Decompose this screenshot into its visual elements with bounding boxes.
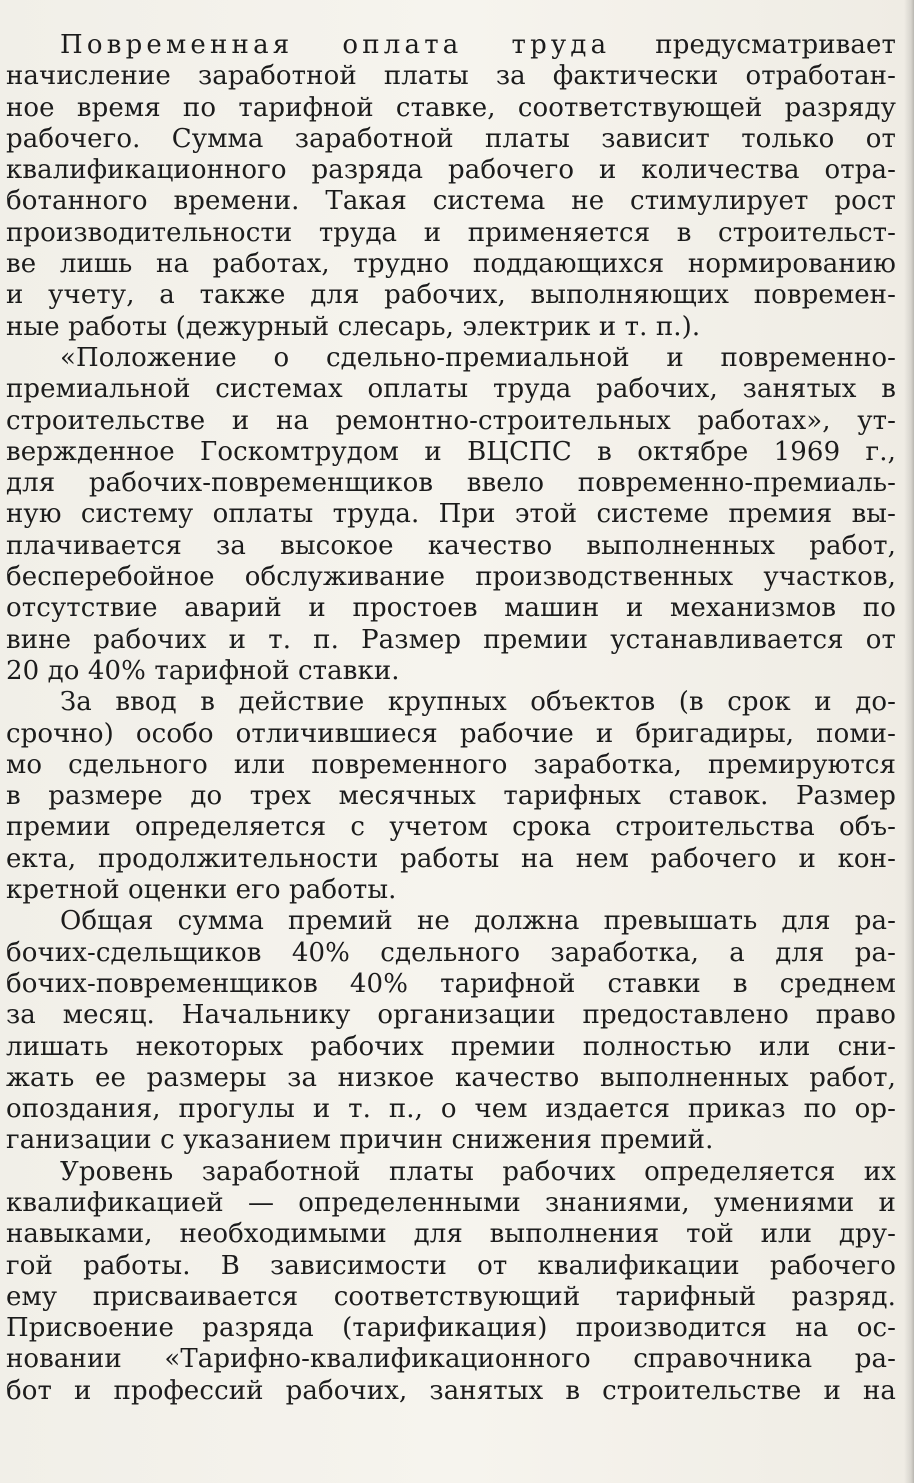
text-line: Присвоение разряда (тарификация) производится на ос- xyxy=(6,1313,896,1344)
paragraph-5-first-line: Уровень заработной платы рабочих определяется их xyxy=(60,1156,896,1187)
text-line: вине рабочих и т. п. Размер премии устанавливается от xyxy=(6,624,896,655)
text-line: плачивается за высокое качество выполненных работ, xyxy=(6,530,896,561)
text-line: срочно) особо отличившиеся рабочие и бригадиры, поми- xyxy=(6,718,896,749)
text-line: квалификацией — определенными знаниями, умениями и xyxy=(6,1187,896,1218)
text-line: производительности труда и применяется в строительст- xyxy=(6,217,896,248)
text-line: для рабочих-повременщиков ввело повременно-премиаль- xyxy=(6,468,896,499)
text-line: новании «Тарифно-квалификационного справочника ра- xyxy=(6,1344,896,1375)
text-line: бесперебойное обслуживание производственных участков, xyxy=(6,562,896,593)
text-line: начисление заработной платы за фактически отработан- xyxy=(6,61,896,92)
text-line: бочих-сдельщиков 40% сдельного заработка, а для ра- xyxy=(6,937,896,968)
text-line: ное время по тарифной ставке, соответствующей разряду xyxy=(6,92,896,123)
text-line: бочих-повременщиков 40% тарифной ставки в среднем xyxy=(6,968,896,999)
text-line: премии определяется с учетом срока строительства объ- xyxy=(6,812,896,843)
paragraph-4-first-line: Общая сумма премий не должна превышать для ра- xyxy=(60,906,896,937)
text-line: опоздания, прогулы и т. п., о чем издается приказ по ор- xyxy=(6,1094,896,1125)
text-line: навыками, необходимыми для выполнения той или дру- xyxy=(6,1219,896,1250)
text-line: вержденное Госкомтрудом и ВЦСПС в октябре 1969 г., xyxy=(6,436,896,467)
text-line: за месяц. Начальнику организации предоставлено право xyxy=(6,1000,896,1031)
text-line: ве лишь на работах, трудно поддающихся нормированию xyxy=(6,249,896,280)
spaced-emphasis-term: Повременная оплата труда xyxy=(60,30,611,60)
text-line: ные работы (дежурный слесарь, электрик и т. п.). xyxy=(6,311,701,342)
text-line: 20 до 40% тарифной ставки. xyxy=(6,655,400,686)
text-line: жать ее размеры за низкое качество выполненных работ, xyxy=(6,1062,896,1093)
text-line: ную систему оплаты труда. При этой системе премия вы- xyxy=(6,499,896,530)
text-line: лишать некоторых рабочих премии полностью или сни- xyxy=(6,1031,896,1062)
text-line: отсутствие аварий и простоев машин и механизмов по xyxy=(6,593,896,624)
text-line: екта, продолжительности работы на нем рабочего и кон- xyxy=(6,843,896,874)
paragraph-1-line-1 xyxy=(6,30,896,61)
text-line: ему присваивается соответствующий тарифный разряд. xyxy=(6,1281,896,1312)
paragraph-3-first-line: За ввод в действие крупных объектов (в срок и до- xyxy=(60,687,896,718)
text-line: в размере до трех месячных тарифных ставок. Размер xyxy=(6,781,896,812)
text-line: и учету, а также для рабочих, выполняющих повремен- xyxy=(6,280,896,311)
text-line: премиальной системах оплаты труда рабочих, занятых в xyxy=(6,374,896,405)
text-line: мо сдельного или повременного заработка, премируются xyxy=(6,749,896,780)
line-text: предусматривает xyxy=(610,30,896,60)
text-line: ганизации с указанием причин снижения премий. xyxy=(6,1125,714,1156)
page-edge-shadow xyxy=(904,0,914,1483)
text-line: бот и профессий рабочих, занятых в строительстве и на xyxy=(6,1375,896,1406)
text-line: кретной оценки его работы. xyxy=(6,875,397,906)
text-line: ботанного времени. Такая система не стимулирует рост xyxy=(6,186,896,217)
paragraph-2-first-line: «Положение о сдельно-премиальной и повременно- xyxy=(60,342,896,373)
text-line: рабочего. Сумма заработной платы зависит только от xyxy=(6,123,896,154)
text-line: гой работы. В зависимости от квалификации рабочего xyxy=(6,1250,896,1281)
text-line: квалификационного разряда рабочего и количества отра- xyxy=(6,155,896,186)
body-text xyxy=(6,30,896,1407)
text-line: строительстве и на ремонтно-строительных работах», ут- xyxy=(6,405,896,436)
